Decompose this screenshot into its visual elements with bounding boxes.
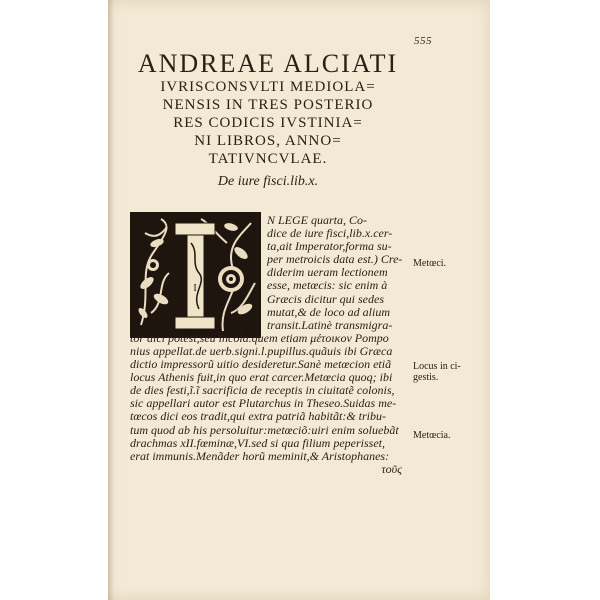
title-line-3: NENSIS IN TRES POSTERIO: [162, 97, 374, 113]
title-line-5: NI LIBROS, ANNO=: [194, 133, 342, 149]
body-line: dictio impressorũ uitio desideretur.Sanè metœcion etiã: [130, 357, 392, 372]
body-line: de dies festi,ĩ.ĩ sacrificia de receptis in ciuitatẽ colonis,: [130, 383, 395, 398]
body-line: diderim ueram lectionem: [267, 265, 388, 280]
body-line: Græcis dicitur qui sedes: [267, 291, 384, 306]
body-line: per metroicis data est.) Cre-: [267, 252, 403, 267]
body-line: locus Athenis fuit,in quo erat carcer.Metœcia quoq; ibi: [130, 370, 393, 385]
catchword: τοῦς: [381, 461, 402, 476]
body-line: ta,ait Imperator,forma su-: [267, 239, 392, 254]
page-number: 555: [414, 35, 432, 47]
title-line-2: IVRISCONSVLTI MEDIOLA=: [160, 79, 376, 95]
body-line: dice de iure fisci,lib.x.cer-: [267, 226, 393, 241]
body-line: transit.Latinè transmigra-: [267, 317, 393, 332]
body-text: [130, 214, 412, 476]
body-line: nius appellat.de uerb.signi.l.pupillus.quãuis ibi Græca: [130, 343, 393, 358]
body-line: tor dici potest,seu incola.quem etiam μέτοικον Pompo: [130, 330, 389, 345]
page-gutter-shadow: [108, 0, 114, 600]
body-line: erat immunis.Menãder horũ meminit,& Aristophanes:: [130, 448, 390, 463]
margin-note-locus: Locus in ci- gestis.: [413, 361, 461, 383]
body-line: tœcos dici eos tradit,qui extra patriã habitãt:& tribu-: [130, 409, 386, 424]
title-block: [128, 50, 408, 168]
margin-note-metoecia: Metœcia.: [413, 430, 451, 441]
body-line: esse, metœcis: sic enim à: [267, 278, 388, 293]
margin-note-metoeci: Metœci.: [413, 258, 447, 269]
body-line: tum quod ab his persoluitur:metœciõ:uiri enim soluebãt: [130, 422, 399, 437]
section-heading: De iure fisci.lib.x.: [217, 174, 319, 189]
title-line-4: RES CODICIS IVSTINIA=: [173, 115, 363, 131]
title-line-1: ANDREAE ALCIATI: [137, 49, 399, 78]
title-line-6: TATIVNCVLAE.: [208, 151, 328, 167]
body-line: sic appellari autor est Plutarchus in Theseo.Suidas me-: [130, 396, 397, 411]
body-line: mutat,& de loco ad alium: [267, 304, 390, 319]
body-line: drachmas xII.fœminæ,VI.sed si qua filium peperisset,: [130, 435, 385, 450]
body-line: N LEGE quarta, Co-: [267, 213, 368, 227]
svg-text:I: I: [193, 283, 197, 294]
